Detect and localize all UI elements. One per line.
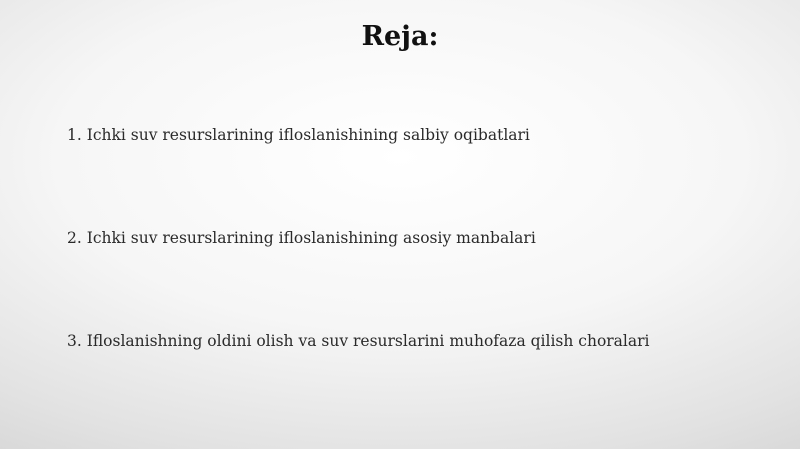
plan-item-1: 1. Ichki suv resurslarining ifloslanishining salbiy oqibatlari	[67, 126, 530, 144]
plan-item-3: 3. Ifloslanishning oldini olish va suv resurslarini muhofaza qilish choralari	[67, 332, 650, 350]
plan-item-2: 2. Ichki suv resurslarining ifloslanishining asosiy manbalari	[67, 229, 536, 247]
slide-title: Reja:	[361, 21, 439, 52]
